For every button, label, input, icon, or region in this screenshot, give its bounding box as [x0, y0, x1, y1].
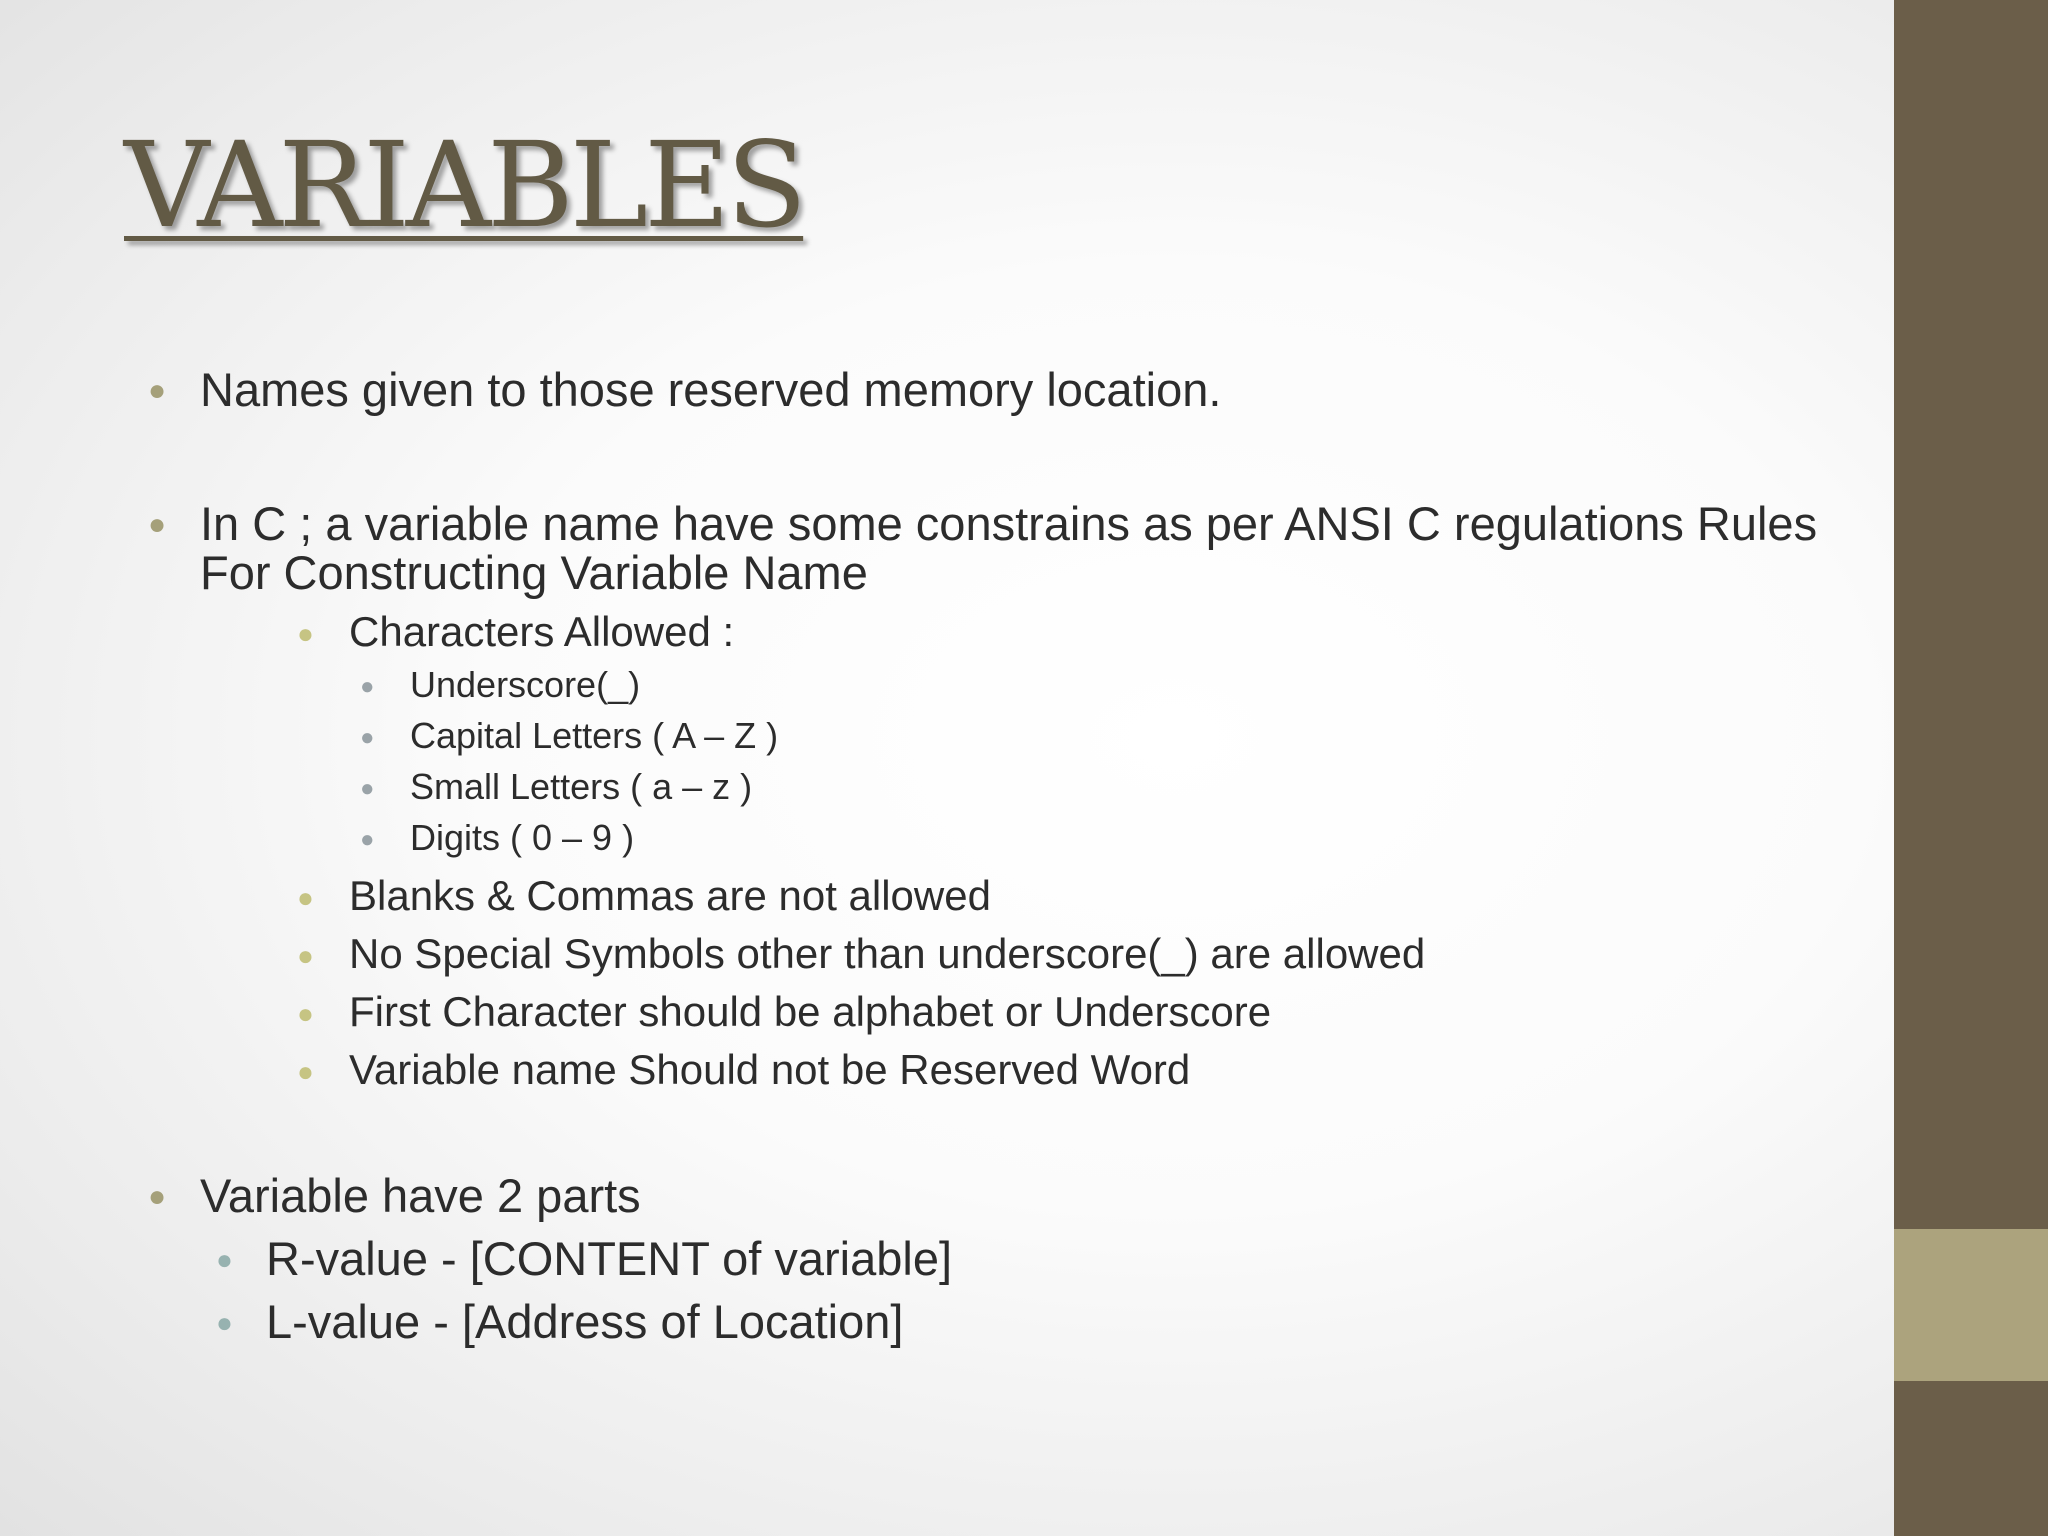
- bullet-names: Names given to those reserved memory location.: [200, 363, 1222, 416]
- bullet-dot-icon: ●: [297, 940, 314, 971]
- char-item-digits: Digits ( 0 – 9 ): [410, 817, 635, 858]
- rule-item-blanks: Blanks & Commas are not allowed: [349, 872, 991, 919]
- bullet-dot-icon: ●: [297, 618, 314, 649]
- rule-item-first-char: First Character should be alphabet or Underscore: [349, 988, 1272, 1035]
- bullet-dot-icon: ●: [216, 1244, 233, 1275]
- bullet-dot-icon: ●: [360, 724, 375, 751]
- bullet-chars-allowed: Characters Allowed :: [349, 608, 735, 655]
- bullet-dot-icon: ●: [148, 1180, 167, 1213]
- slide-title: VARIABLES: [124, 116, 804, 254]
- bullet-parts-heading: Variable have 2 parts: [200, 1169, 641, 1222]
- bullet-dot-icon: ●: [216, 1307, 233, 1338]
- bullet-dot-icon: ●: [297, 1056, 314, 1087]
- rule-item-reserved-word: Variable name Should not be Reserved Word: [349, 1046, 1191, 1093]
- bullet-dot-icon: ●: [148, 508, 167, 541]
- bullet-dot-icon: ●: [360, 673, 375, 700]
- bullet-constraints-line1: In C ; a variable name have some constrains as per ANSI C regulations Rules: [200, 497, 1818, 550]
- char-item-capital: Capital Letters ( A – Z ): [410, 715, 779, 756]
- char-item-small: Small Letters ( a – z ): [410, 766, 753, 807]
- bullet-dot-icon: ●: [360, 775, 375, 802]
- bullet-dot-icon: ●: [297, 882, 314, 913]
- sidebar-accent-block: [1894, 1229, 2048, 1381]
- rule-item-special-symbols: No Special Symbols other than underscore(_) are allowed: [349, 930, 1426, 977]
- part-item-r-value: R-value - [CONTENT of variable]: [266, 1232, 953, 1285]
- bullet-constraints-line2: For Constructing Variable Name: [200, 546, 868, 599]
- bullet-dot-icon: ●: [148, 374, 167, 407]
- part-item-l-value: L-value - [Address of Location]: [266, 1295, 904, 1348]
- bullet-dot-icon: ●: [360, 826, 375, 853]
- char-item-underscore: Underscore(_): [410, 664, 641, 705]
- bullet-dot-icon: ●: [297, 998, 314, 1029]
